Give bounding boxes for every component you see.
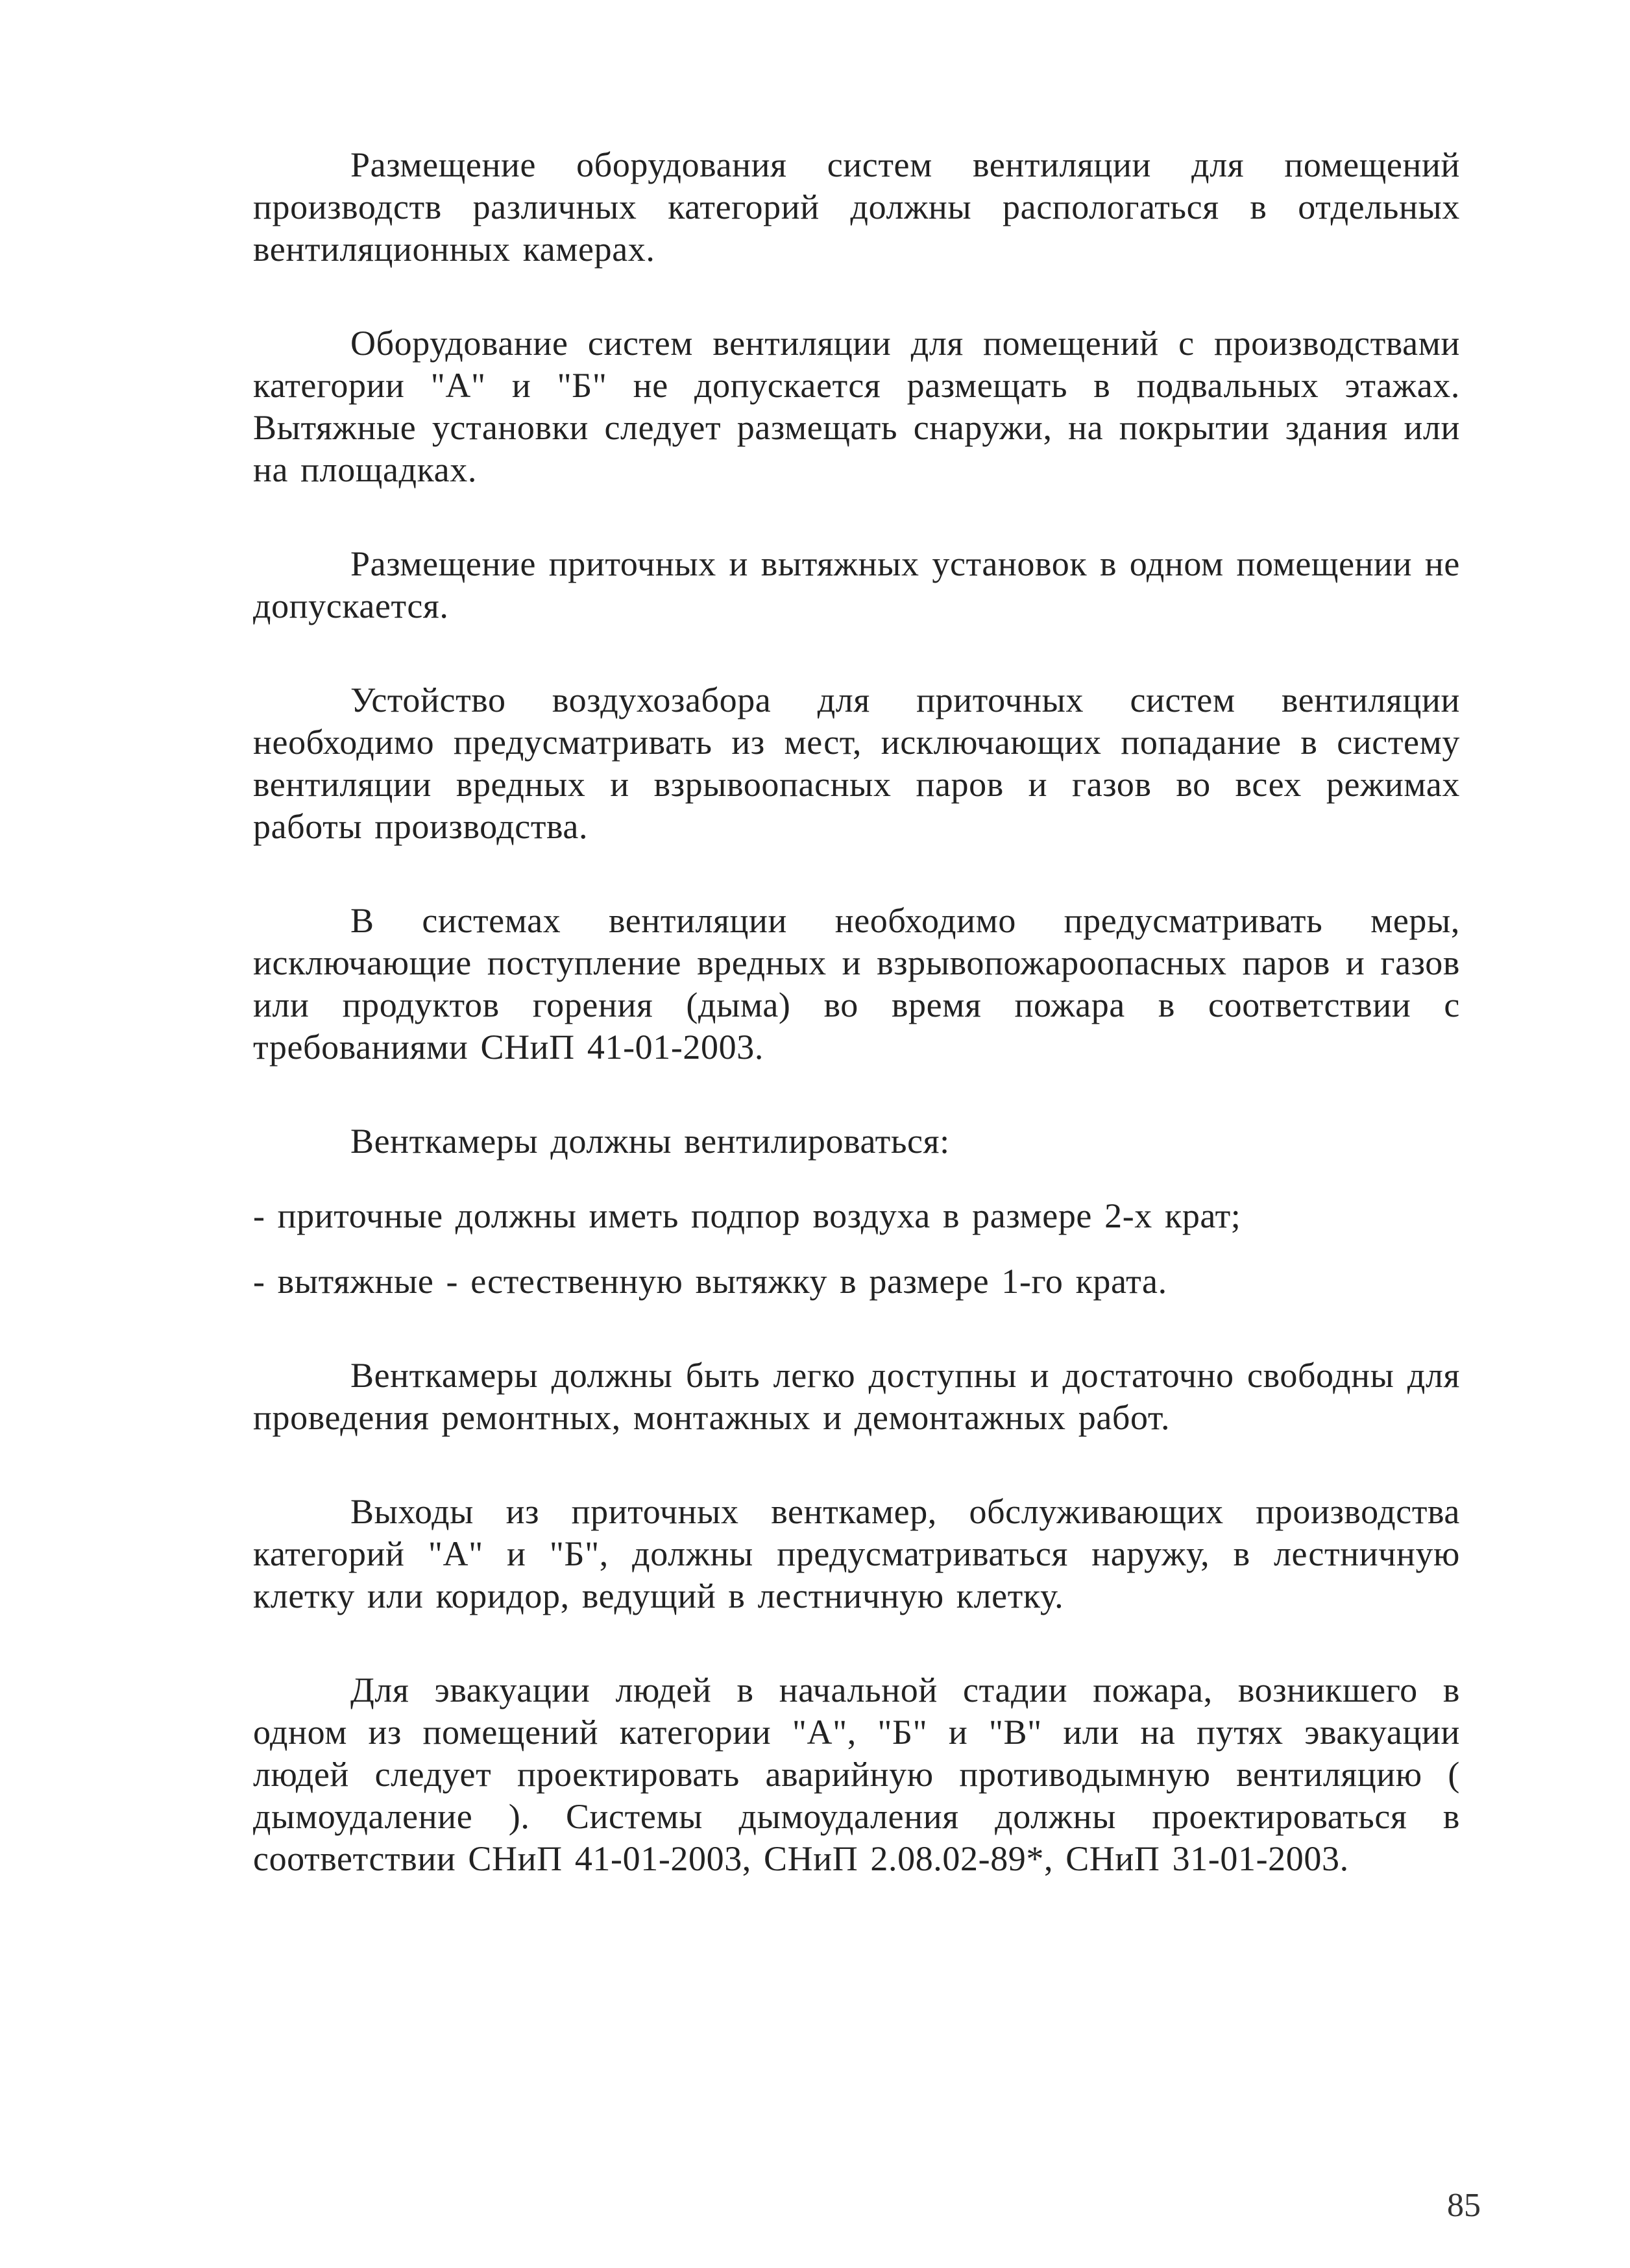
paragraph-basement-restriction: Оборудование систем вентиляции для помещений с производствами категории "А" и "Б" не допускается размещать в подвальных этажах. Вытяжные установки следует размещать снаружи, на покрытии здания или на площадках.: [253, 324, 1460, 489]
paragraph-equipment-placement: Размещение оборудования систем вентиляции для помещений производств различных категорий должны распологаться в отдельных вентиляционных камерах.: [253, 145, 1460, 269]
paragraph-chamber-exits: Выходы из приточных венткамер, обслуживающих производства категорий "А" и "Б", должны предусматриваться наружу, в лестничную клетку или коридор, ведущий в лестничную клетку.: [253, 1492, 1460, 1615]
paragraph-smoke-removal: Для эвакуации людей в начальной стадии пожара, возникшего в одном из помещений категории "А", "Б" и "В" или на путях эвакуации людей следует проектировать аварийную противодымную вентиляцию ( дымоудаление ). Системы дымоудаления должны проектироваться в соответствии СНиП 41-01-2003, СНиП 2.08.02-89*, СНиП 31-01-2003.: [253, 1671, 1460, 1878]
paragraph-chamber-access: Венткамеры должны быть легко доступны и достаточно свободны для проведения ремонтных, монтажных и демонтажных работ.: [253, 1356, 1460, 1437]
paragraph-supply-exhaust-separation: Размещение приточных и вытяжных установок в одном помещении не допускается.: [253, 544, 1460, 625]
list-item: - вытяжные - естественную вытяжку в размере 1-го крата.: [253, 1262, 1167, 1301]
paragraph-chamber-ventilation-intro: Венткамеры должны вентилироваться:: [350, 1122, 950, 1161]
paragraph-fire-measures: В системах вентиляции необходимо предусматривать меры, исключающие поступление вредных и взрывопожароопасных паров и газов или продуктов горения (дыма) во время пожара в соответствии с требованиями СНиП 41-01-2003.: [253, 901, 1460, 1067]
page-number: 85: [1447, 2187, 1481, 2224]
paragraph-air-intake: Устойство воздухозабора для приточных систем вентиляции необходимо предусматривать из мест, исключающих попадание в систему вентиляции вредных и взрывоопасных паров и газов во всех режимах работы производства.: [253, 681, 1460, 846]
list-item: - приточные должны иметь подпор воздуха в размере 2-х крат;: [253, 1196, 1241, 1235]
body-text: [253, 144, 1460, 1932]
